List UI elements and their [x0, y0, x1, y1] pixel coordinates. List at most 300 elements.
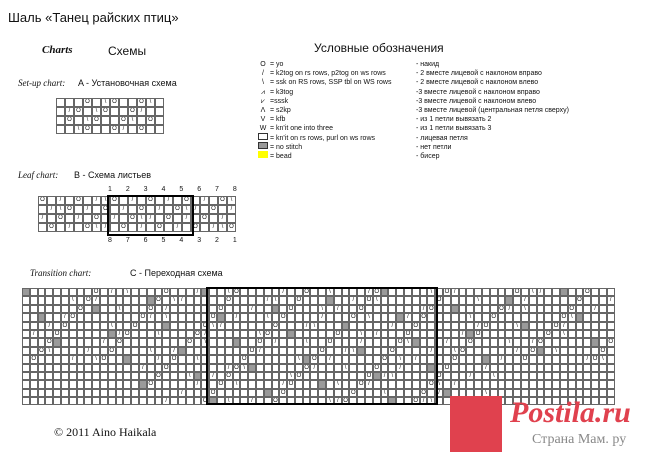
chart-cell [100, 296, 108, 304]
chart-cell: / [139, 364, 147, 372]
chart-cell [155, 364, 163, 372]
chart-cell: / [256, 347, 264, 355]
chart-cell [65, 214, 74, 223]
chart-cell [544, 364, 552, 372]
chart-cell [170, 322, 178, 330]
legend-text-ru: - из 1 петли вывязать 2 [416, 116, 492, 124]
chart-cell [146, 107, 155, 116]
chart-cell [513, 305, 521, 313]
chart-cell [162, 338, 170, 346]
chart-cell: \ [482, 389, 490, 397]
chart-cell [591, 330, 599, 338]
chart-cell [552, 372, 560, 380]
chart-cell: / [218, 214, 227, 223]
chart-cell [583, 296, 591, 304]
chart-cell [186, 347, 194, 355]
chart-cell: O [202, 322, 208, 329]
chart-cell: / [513, 347, 521, 355]
chart-cell: \ [182, 205, 191, 214]
chart-cell [521, 380, 529, 388]
chart-cell: O [327, 339, 333, 346]
chart-cell [607, 330, 615, 338]
leaf-label-ru: B - Схема листьев [74, 170, 151, 180]
chart-cell [84, 397, 92, 405]
chart-cell [490, 355, 498, 363]
chart-cell: O [397, 339, 403, 346]
chart-cell [116, 288, 124, 296]
chart-cell: / [137, 223, 146, 232]
chart-cell [568, 355, 576, 363]
chart-cell [61, 288, 69, 296]
chart-cell: O [374, 289, 380, 295]
chart-cell: / [459, 330, 467, 338]
chart-cell: O [65, 205, 74, 214]
chart-cell [599, 322, 607, 330]
chart-cell: / [482, 364, 490, 372]
chart-cell [45, 330, 53, 338]
chart-cell: \ [381, 389, 389, 397]
chart-cell: O [444, 364, 450, 371]
legend-row [256, 143, 391, 152]
chart-cell [108, 330, 116, 338]
chart-cell: O [218, 381, 224, 388]
chart-cell: / [583, 355, 591, 363]
chart-cell [186, 380, 194, 388]
chart-cell [92, 313, 100, 321]
chart-cell [498, 380, 506, 388]
legend-symbol: Λ [260, 106, 266, 114]
chart-cell [544, 322, 552, 330]
chart-cell: / [318, 313, 326, 321]
chart-cell [474, 338, 482, 346]
chart-cell [521, 347, 529, 355]
chart-cell [69, 288, 77, 296]
chart-cell: \ [264, 313, 272, 321]
chart-cell: O [163, 364, 169, 371]
chart-cell: / [74, 214, 83, 223]
chart-cell [170, 313, 178, 321]
chart-cell [451, 372, 459, 380]
chart-cell: / [61, 313, 69, 321]
chart-cell [131, 389, 139, 397]
chart-cell [22, 355, 30, 363]
chart-cell [69, 380, 77, 388]
chart-cell [583, 305, 591, 313]
chart-cell [505, 296, 513, 304]
chart-cell: O [110, 196, 119, 205]
chart-cell [513, 313, 521, 321]
chart-cell [47, 214, 56, 223]
chart-cell [139, 397, 147, 405]
chart-cell: O [265, 330, 270, 337]
chart-cell [459, 338, 467, 346]
chart-cell: O [110, 98, 119, 107]
chart-cell: / [396, 364, 404, 372]
chart-cell: / [349, 296, 357, 304]
chart-cell [131, 347, 139, 355]
chart-cell [147, 397, 155, 405]
chart-cell [92, 380, 100, 388]
chart-cell [53, 288, 61, 296]
chart-cell [139, 330, 147, 338]
chart-cell: O [173, 205, 182, 214]
chart-cell [61, 397, 69, 405]
chart-cell [474, 355, 482, 363]
chart-cell [77, 355, 85, 363]
chart-cell [22, 347, 30, 355]
chart-cell: O [124, 330, 130, 337]
chart-cell [69, 372, 77, 380]
chart-cell [591, 347, 599, 355]
chart-cell [162, 322, 170, 330]
chart-cell [92, 372, 100, 380]
chart-cell [38, 223, 47, 232]
chart-cell [178, 330, 186, 338]
chart-cell [459, 355, 467, 363]
chart-cell: O [137, 98, 146, 107]
chart-cell [84, 305, 92, 313]
chart-cell [583, 330, 591, 338]
chart-cell [474, 372, 482, 380]
chart-cell [490, 296, 498, 304]
chart-cell [65, 98, 74, 107]
chart-cell: O [119, 223, 128, 232]
chart-cell [116, 372, 124, 380]
chart-cell: O [182, 196, 191, 205]
chart-cell: O [608, 339, 613, 346]
legend-symbol: \ [262, 79, 264, 87]
page-title: Шаль «Танец райских птиц» [8, 10, 179, 25]
chart-cell [607, 364, 615, 372]
chart-cell [599, 313, 607, 321]
chart-cell [155, 313, 163, 321]
chart-cell [53, 313, 61, 321]
chart-cell [38, 296, 46, 304]
chart-cell: O [569, 305, 575, 312]
legend-text-ru: - нет петли [416, 143, 452, 151]
chart-cell [116, 296, 124, 304]
chart-cell: / [334, 305, 342, 313]
chart-cell: / [443, 338, 451, 346]
chart-cell [583, 372, 591, 380]
chart-cell [53, 355, 61, 363]
chart-cell: / [65, 107, 74, 116]
chart-cell: / [119, 205, 128, 214]
chart-cell [474, 347, 482, 355]
chart-cell [466, 322, 474, 330]
chart-cell [443, 322, 451, 330]
chart-cell [77, 313, 85, 321]
chart-cell: \ [388, 372, 396, 380]
chart-cell [218, 205, 227, 214]
chart-cell [101, 125, 110, 134]
chart-cell [155, 305, 163, 313]
chart-cell [591, 338, 599, 346]
chart-cell [69, 338, 77, 346]
chart-cell [599, 330, 607, 338]
chart-cell: / [164, 196, 173, 205]
chart-cell [505, 355, 513, 363]
chart-cell: / [529, 338, 537, 346]
chart-cell [38, 380, 46, 388]
chart-cell: \ [521, 305, 529, 313]
chart-cell: O [499, 305, 504, 312]
chart-cell [505, 288, 513, 296]
chart-cell [474, 380, 482, 388]
chart-cell [537, 380, 545, 388]
chart-cell [123, 313, 131, 321]
chart-cell [123, 296, 131, 304]
chart-cell [568, 322, 576, 330]
chart-cell: O [249, 347, 255, 354]
chart-cell: O [31, 356, 37, 363]
chart-cell [61, 364, 69, 372]
chart-cell: \ [272, 296, 280, 304]
chart-cell: / [560, 322, 568, 330]
chart-cell [498, 338, 506, 346]
chart-cell [576, 338, 584, 346]
chart-cell [537, 330, 545, 338]
chart-cell [22, 330, 30, 338]
chart-cell [459, 296, 467, 304]
chart-cell [194, 313, 202, 321]
chart-cell [155, 288, 163, 296]
chart-cell: \ [490, 372, 498, 380]
chart-cell [137, 116, 146, 125]
charts-label: Charts [42, 44, 73, 56]
chart-cell [482, 372, 490, 380]
chart-cell [69, 389, 77, 397]
chart-cell [544, 338, 552, 346]
chart-cell: \ [552, 347, 560, 355]
chart-cell: O [47, 223, 56, 232]
chart-cell: / [170, 347, 178, 355]
chart-cell: O [351, 389, 356, 396]
chart-cell: O [374, 364, 380, 371]
chart-cell [521, 372, 529, 380]
chart-cell [92, 305, 100, 313]
chart-cell: O [413, 322, 419, 329]
legend-text-en: = no stitch [270, 143, 303, 151]
chart-cell [537, 364, 545, 372]
chart-cell [209, 214, 218, 223]
chart-cell [61, 347, 69, 355]
chart-cell: O [101, 356, 107, 363]
chart-cell [529, 380, 537, 388]
chart-cell [178, 372, 186, 380]
legend-text-ru: -3 вместе лицевой с наклоном влево [416, 97, 537, 105]
chart-cell [147, 338, 155, 346]
chart-cell [521, 330, 529, 338]
chart-cell [451, 338, 459, 346]
chart-cell: O [226, 372, 231, 379]
chart-cell [490, 380, 498, 388]
chart-cell [459, 364, 467, 372]
chart-cell [498, 322, 506, 330]
chart-cell [552, 305, 560, 313]
chart-cell: O [452, 356, 458, 363]
chart-cell [53, 372, 61, 380]
chart-cell: O [117, 339, 122, 346]
chart-cell [139, 288, 147, 296]
chart-cell: O [110, 125, 119, 134]
chart-cell [92, 364, 100, 372]
chart-cell: / [264, 296, 272, 304]
chart-cell [92, 205, 101, 214]
legend-text-ru: - лицевая петля [416, 134, 468, 142]
chart-cell: O [209, 205, 218, 214]
chart-cell [552, 296, 560, 304]
chart-cell [53, 397, 61, 405]
chart-cell: O [351, 314, 356, 321]
chart-cell: / [45, 322, 53, 330]
chart-cell [155, 380, 163, 388]
chart-cell: O [366, 297, 372, 304]
chart-cell: / [69, 355, 77, 363]
chart-cell: / [310, 364, 318, 372]
chart-cell: \ [137, 214, 146, 223]
chart-cell: O [296, 372, 302, 379]
chart-cell [65, 125, 74, 134]
chart-cell [513, 364, 521, 372]
chart-cell [537, 372, 545, 380]
chart-cell [45, 364, 53, 372]
chart-cell: / [365, 288, 373, 296]
chart-cell: \ [427, 397, 435, 405]
chart-cell: O [584, 289, 590, 295]
chart-cell: O [467, 339, 473, 346]
chart-cell [568, 288, 576, 296]
chart-cell [147, 389, 155, 397]
chart-cell [529, 296, 537, 304]
chart-cell [84, 288, 92, 296]
chart-cell: / [47, 205, 56, 214]
chart-cell [599, 380, 607, 388]
chart-cell: \ [326, 288, 334, 296]
chart-cell: / [427, 347, 435, 355]
chart-cell [186, 330, 194, 338]
chart-cell [56, 98, 65, 107]
chart-cell [83, 196, 92, 205]
chart-cell [170, 389, 178, 397]
legend-text-en: = k2tog on rs rows, p2tog on ws rows [270, 70, 386, 78]
chart-cell [155, 347, 163, 355]
chart-cell: / [607, 296, 615, 304]
chart-cell: O [65, 116, 74, 125]
chart-cell [92, 125, 101, 134]
chart-cell [576, 364, 584, 372]
chart-cell: O [234, 364, 239, 371]
chart-cell: / [110, 214, 119, 223]
chart-cell: \ [209, 322, 217, 330]
chart-cell [123, 372, 131, 380]
chart-cell: \ [74, 125, 83, 134]
chart-cell [131, 355, 139, 363]
chart-cell [131, 296, 139, 304]
chart-cell: \ [326, 397, 334, 405]
chart-cell [139, 380, 147, 388]
chart-cell: / [194, 380, 202, 388]
chart-cell [568, 372, 576, 380]
chart-cell [74, 223, 83, 232]
legend-symbol: O [260, 61, 266, 68]
chart-cell [194, 322, 202, 330]
chart-cell: \ [599, 355, 607, 363]
chart-cell: O [156, 372, 161, 379]
chart-cell [38, 288, 46, 296]
chart-cell [92, 330, 100, 338]
chart-cell [47, 196, 56, 205]
chart-cell [529, 313, 537, 321]
chart-cell: O [78, 305, 83, 312]
chart-cell [45, 397, 53, 405]
chart-cell: O [280, 314, 286, 321]
chart-cell: O [483, 322, 489, 329]
chart-cell [155, 338, 163, 346]
chart-cell: O [491, 314, 497, 321]
chart-cell [498, 372, 506, 380]
setup-label-ru: A - Установочная схема [78, 78, 177, 88]
chart-cell: \ [83, 116, 92, 125]
chart-cell [84, 313, 92, 321]
chart-cell [84, 364, 92, 372]
chart-cell [544, 288, 552, 296]
chart-cell: / [173, 223, 182, 232]
chart-cell [474, 305, 482, 313]
legend-symbol: ⩘ [261, 88, 265, 96]
chart-cell [155, 397, 163, 405]
chart-cell: O [413, 398, 419, 405]
chart-cell [38, 305, 46, 313]
chart-cell [170, 397, 178, 405]
chart-cell [443, 305, 451, 313]
chart-cell [45, 380, 53, 388]
chart-cell [30, 338, 38, 346]
legend-row [256, 78, 391, 87]
chart-cell: / [200, 196, 209, 205]
chart-cell: / [108, 288, 116, 296]
chart-cell: O [234, 289, 239, 295]
chart-cell [30, 288, 38, 296]
chart-cell [38, 372, 46, 380]
chart-cell [443, 330, 451, 338]
chart-cell [123, 347, 131, 355]
chart-cell [521, 322, 529, 330]
chart-cell: \ [365, 313, 373, 321]
chart-cell [45, 288, 53, 296]
chart-cell [599, 288, 607, 296]
chart-cell: O [429, 305, 434, 312]
chart-cell: / [505, 305, 513, 313]
chart-cell: O [366, 372, 372, 379]
chart-cell: O [273, 322, 278, 329]
chart-cell [108, 364, 116, 372]
legend-text-ru: - 2 вместе лицевой с наклоном влево [416, 79, 539, 87]
chart-cell [178, 380, 186, 388]
chart-cell [100, 397, 108, 405]
chart-cell [459, 372, 467, 380]
chart-cell [53, 380, 61, 388]
chart-cell [53, 389, 61, 397]
chart-cell [529, 372, 537, 380]
legend-symbol: ⩗ [261, 97, 265, 105]
chart-cell [38, 397, 46, 405]
chart-cell [560, 364, 568, 372]
chart-cell [131, 380, 139, 388]
chart-cell: / [451, 380, 459, 388]
chart-cell [498, 296, 506, 304]
chart-cell: / [388, 322, 396, 330]
